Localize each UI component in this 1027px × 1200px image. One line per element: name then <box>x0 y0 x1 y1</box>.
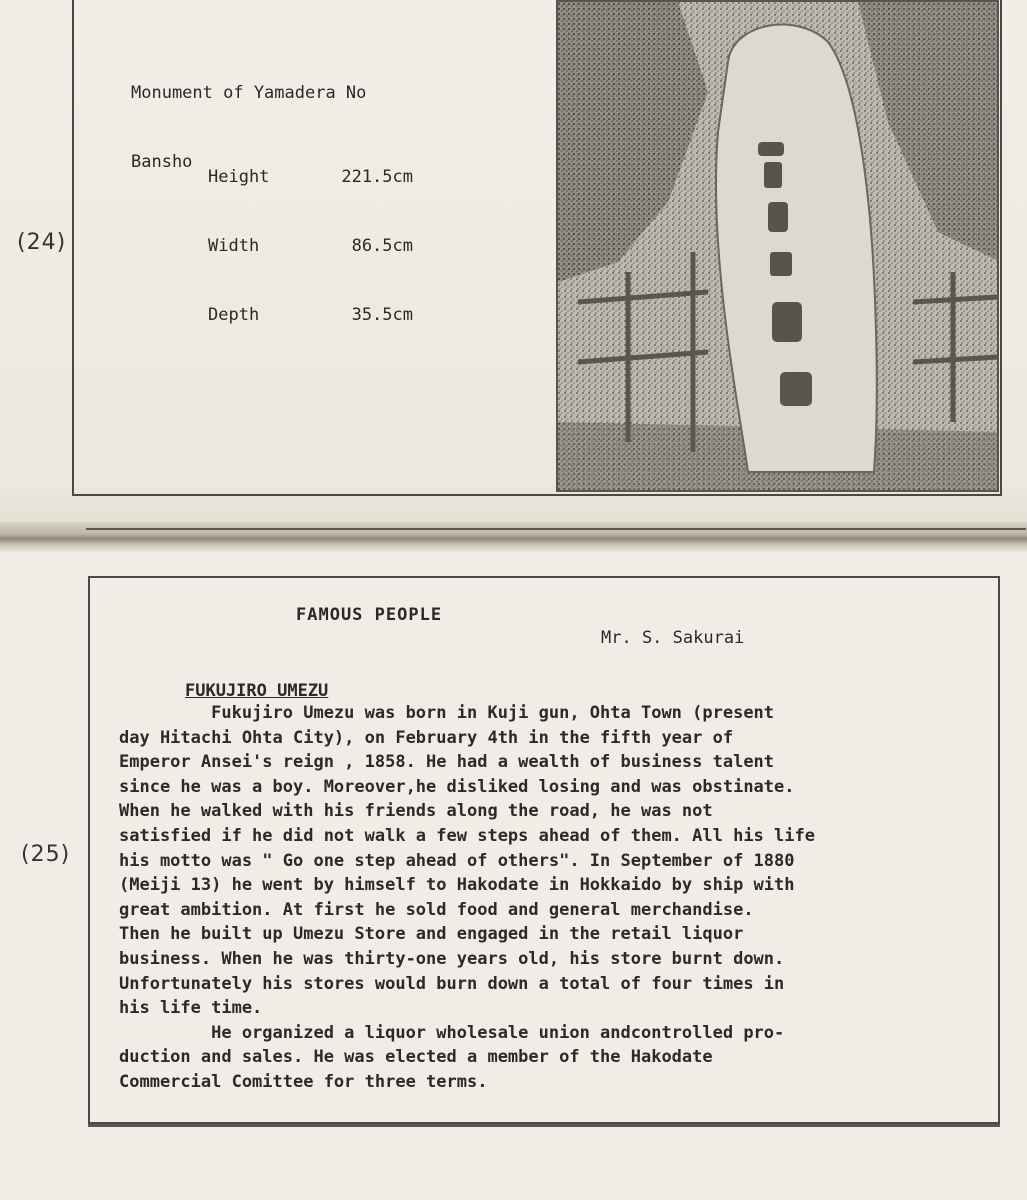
dimension-label: Height <box>208 167 270 187</box>
body-line: his motto was " Go one step ahead of others". In September of 1880 <box>119 850 795 871</box>
dimension-row-width <box>208 235 413 258</box>
biography-text <box>119 701 989 1095</box>
plate-24-frame-shadow <box>86 500 1026 530</box>
body-line: When he walked with his friends along the road, he was not <box>119 801 713 822</box>
body-line: Commercial Comittee for three terms. <box>119 1071 488 1092</box>
dimension-label: Width <box>208 236 260 256</box>
body-line: his life time. <box>119 998 263 1019</box>
body-line: Then he built up Umezu Store and engaged in the retail liquor <box>119 924 744 945</box>
body-line: since he was a boy. Moreover,he disliked losing and was obstinate. <box>119 776 795 797</box>
subject-name: FUKUJIRO UMEZU <box>185 681 329 701</box>
body-line: great ambition. At first he sold food and general merchandise. <box>119 899 754 920</box>
body-line: (Meiji 13) he went by himself to Hakodate in Hokkaido by ship with <box>119 875 795 896</box>
author-name: Mr. S. Sakurai <box>601 628 745 648</box>
dimension-value: 35.5cm <box>351 305 413 325</box>
body-line: satisfied if he did not walk a few steps ahead of them. All his life <box>119 825 815 846</box>
section-heading: FAMOUS PEOPLE <box>296 605 443 625</box>
monument-title-line-2: Bansho <box>131 152 193 172</box>
dimension-row-height <box>208 166 413 189</box>
monument-photo <box>556 0 999 492</box>
body-line: Unfortunately his stores would burn down a total of four times in <box>119 973 785 994</box>
plate-24-number: (24) <box>17 230 67 255</box>
body-line: day Hitachi Ohta City), on February 4th in the fifth year of <box>119 727 734 748</box>
body-line: Fukujiro Umezu was born in Kuji gun, Ohta Town (present <box>119 703 775 723</box>
dimension-value: 86.5cm <box>351 236 413 256</box>
plate-25-number: (25) <box>21 842 71 867</box>
plate-25-frame-shadow <box>88 1124 1000 1132</box>
dimension-value: 221.5cm <box>341 167 413 187</box>
dimension-label: Depth <box>208 305 260 325</box>
monument-title-line-1: Monument of Yamadera No <box>131 83 367 103</box>
body-line: Emperor Ansei's reign , 1858. He had a wealth of business talent <box>119 752 775 773</box>
body-line: He organized a liquor wholesale union andcontrolled pro- <box>119 1022 785 1043</box>
dimension-row-depth <box>208 304 413 327</box>
body-line: duction and sales. He was elected a member of the Hakodate <box>119 1047 713 1068</box>
body-line: business. When he was thirty-one years old, his store burnt down. <box>119 948 785 969</box>
dimensions-table <box>208 120 413 350</box>
